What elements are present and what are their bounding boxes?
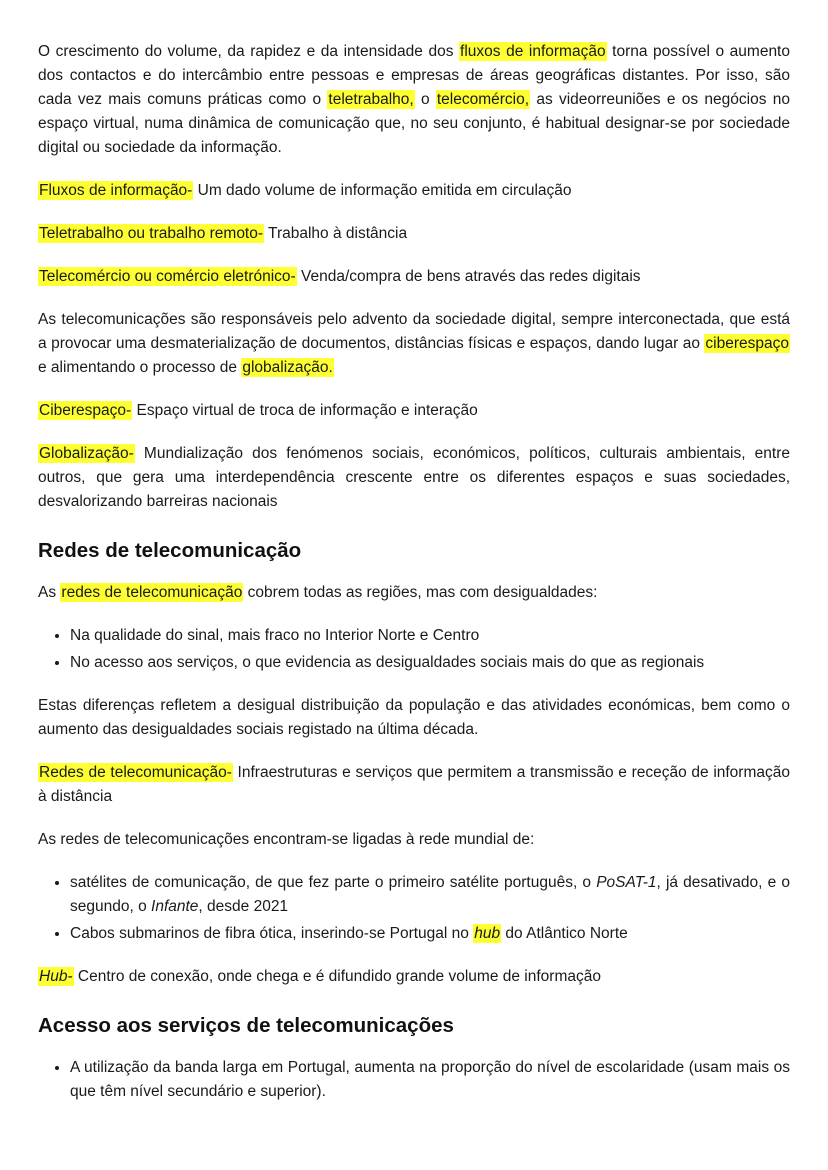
highlighted-text: Redes de telecomunicação- (39, 763, 232, 781)
text-run: As redes de telecomunicações encontram-se ligadas à rede mundial de: (38, 830, 535, 848)
highlighted-text: redes de telecomunicação (61, 583, 243, 601)
paragraph (38, 581, 790, 605)
definition-paragraph (38, 965, 790, 989)
text-run: Um dado volume de informação emitida em circulação (193, 182, 572, 200)
definition-paragraph (38, 222, 790, 246)
text-run: o (414, 91, 436, 109)
list-item (70, 624, 790, 648)
text-run: , já desativado, e o segundo, o (70, 874, 790, 916)
text-run: As telecomunicações são responsáveis pelo advento da sociedade digital, sempre interconectada, que está a provocar uma desmaterialização de documentos, distâncias físicas e espaços, dando lugar ao (38, 311, 790, 353)
definition-paragraph (38, 265, 790, 289)
text-run: Trabalho à distância (264, 225, 408, 243)
text-run: Na qualidade do sinal, mais fraco no Interior Norte e Centro (70, 626, 480, 644)
text-run: Mundialização dos fenómenos sociais, económicos, políticos, culturais ambientais, entre outros, que gera uma interdependência crescente entre os diferentes espaços e suas sociedades, desvalorizando barreiras nacionais (38, 445, 790, 511)
paragraph (38, 694, 790, 742)
text-run: cobrem todas as regiões, mas com desigualdades: (243, 583, 598, 601)
text-run: satélites de comunicação, de que fez parte o primeiro satélite português, o (70, 874, 597, 891)
highlighted-text: Ciberespaço- (39, 402, 132, 420)
text-run: Espaço virtual de troca de informação e interação (132, 402, 478, 420)
text-run: As (38, 583, 61, 601)
highlighted-text: teletrabalho, (328, 91, 414, 109)
list-item (70, 922, 790, 946)
list-item (70, 871, 790, 919)
text-run: as videorreuniões e os negócios no espaço virtual, numa dinâmica de comunicação que, no seu conjunto, é habitual designar-se por sociedade digital ou sociedade da informação. (38, 91, 790, 157)
highlighted-text: Globalização- (39, 445, 134, 463)
text-run: Cabos submarinos de fibra ótica, inserindo-se Portugal no (70, 925, 474, 943)
highlighted-text: globalização. (242, 359, 333, 377)
highlighted-text: fluxos de informação (460, 43, 606, 60)
list-item (70, 1056, 790, 1104)
section-heading: Redes de telecomunicação (38, 539, 302, 563)
paragraph (38, 828, 790, 852)
definition-paragraph (38, 761, 790, 809)
text-run: , desde 2021 (198, 898, 289, 916)
text-run: Centro de conexão, onde chega e é difundido grande volume de informação (73, 968, 601, 986)
text-run: PoSAT-1 (596, 874, 657, 891)
definition-paragraph (38, 399, 790, 423)
text-run: Infante (151, 898, 199, 916)
text-run: Infraestruturas e serviços que permitem a transmissão e receção de informação à distância (38, 763, 790, 805)
highlighted-text: Teletrabalho ou trabalho remoto- (39, 225, 264, 243)
text-run: torna possível o aumento dos contactos e do intercâmbio entre pessoas e empresas de áreas geográficas distantes. Por isso, são cada vez mais comuns práticas como o (38, 43, 790, 109)
text-run: Venda/compra de bens através das redes digitais (296, 268, 641, 286)
highlighted-text: ciberespaço (705, 335, 789, 353)
paragraph (38, 40, 790, 160)
text-run: A utilização da banda larga em Portugal, aumenta na proporção do nível de escolaridade (usam mais os que têm nível secundário e superior). (70, 1058, 790, 1100)
definition-paragraph (38, 179, 790, 203)
bullet-list (38, 624, 790, 675)
bullet-list (38, 871, 790, 946)
text-run: Estas diferenças refletem a desigual distribuição da população e das atividades económicas, bem como o aumento das desigualdades sociais registado na última década. (38, 696, 790, 738)
highlighted-text: Telecomércio ou comércio eletrónico- (39, 268, 296, 286)
section-heading: Acesso aos serviços de telecomunicações (38, 1014, 454, 1038)
text-run: do Atlântico Norte (501, 925, 628, 943)
highlighted-text: Hub- (39, 968, 73, 986)
text-run: e alimentando o processo de (38, 359, 242, 377)
list-item (70, 651, 790, 675)
bullet-list (38, 1056, 790, 1104)
document-content (38, 40, 790, 1104)
highlighted-text: Fluxos de informação- (39, 182, 193, 200)
highlighted-text: hub (474, 925, 501, 943)
text-run: O crescimento do volume, da rapidez e da intensidade dos (38, 43, 460, 60)
paragraph (38, 308, 790, 380)
highlighted-text: telecomércio, (436, 91, 530, 109)
definition-paragraph (38, 442, 790, 514)
text-run: No acesso aos serviços, o que evidencia as desigualdades sociais mais do que as regionais (70, 653, 705, 671)
